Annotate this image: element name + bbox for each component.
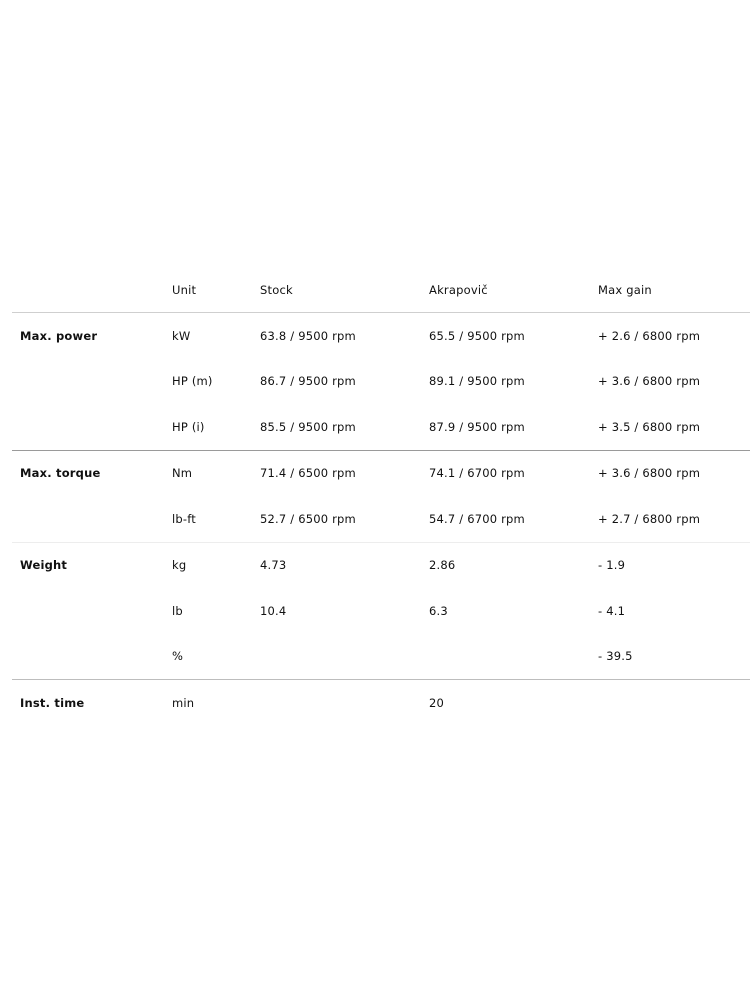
table-header — [12, 267, 750, 313]
header-row — [12, 267, 750, 313]
gain-cell: + 2.7 / 6800 rpm — [598, 511, 701, 526]
stock-cell — [260, 680, 429, 726]
unit-cell: % — [172, 649, 184, 664]
gain-cell: - 4.1 — [598, 603, 626, 618]
unit-cell: lb — [172, 603, 183, 618]
group-label-empty — [12, 588, 172, 634]
table-row — [12, 313, 750, 359]
akrapovic-cell: 65.5 / 9500 rpm — [429, 328, 525, 343]
gain-cell — [598, 680, 750, 726]
unit-cell: kW — [172, 328, 191, 343]
table-row — [12, 496, 750, 542]
akrapovic-cell: 20 — [429, 695, 445, 710]
gain-cell: - 1.9 — [598, 558, 626, 573]
gain-cell: + 3.5 / 6800 rpm — [598, 419, 701, 434]
stock-cell: 71.4 / 6500 rpm — [260, 466, 356, 481]
table-row — [12, 404, 750, 450]
stock-cell: 10.4 — [260, 603, 287, 618]
unit-cell: min — [172, 695, 195, 710]
stock-cell: 86.7 / 9500 rpm — [260, 374, 356, 389]
unit-cell: HP (i) — [172, 419, 205, 434]
unit-cell: kg — [172, 558, 187, 573]
akrapovic-cell: 74.1 / 6700 rpm — [429, 466, 525, 481]
performance-spec-table — [12, 267, 750, 726]
group-label-empty — [12, 634, 172, 680]
table-body — [12, 313, 750, 726]
table-row — [12, 450, 750, 496]
table-row — [12, 634, 750, 680]
table-row — [12, 588, 750, 634]
akrapovic-cell: 6.3 — [429, 603, 448, 618]
akrapovic-cell — [429, 634, 598, 680]
stock-cell: 63.8 / 9500 rpm — [260, 328, 356, 343]
table-row — [12, 680, 750, 726]
stock-cell: 85.5 / 9500 rpm — [260, 419, 356, 434]
unit-cell: lb-ft — [172, 511, 196, 526]
akrapovic-cell: 89.1 / 9500 rpm — [429, 374, 525, 389]
group-label-empty — [12, 359, 172, 405]
group-label-empty — [12, 496, 172, 542]
gain-cell: + 3.6 / 6800 rpm — [598, 466, 701, 481]
header-label — [12, 267, 172, 313]
unit-cell: Nm — [172, 466, 193, 481]
gain-cell: + 2.6 / 6800 rpm — [598, 328, 701, 343]
table-row — [12, 359, 750, 405]
header-unit: Unit — [172, 282, 197, 297]
akrapovic-cell: 54.7 / 6700 rpm — [429, 511, 525, 526]
header-akrapovic: Akrapovič — [429, 282, 488, 297]
gain-cell: + 3.6 / 6800 rpm — [598, 374, 701, 389]
stock-cell: 52.7 / 6500 rpm — [260, 511, 356, 526]
group-label-empty — [12, 404, 172, 450]
table-row — [12, 542, 750, 588]
header-stock: Stock — [260, 282, 293, 297]
group-label-inst-time: Inst. time — [20, 695, 85, 710]
group-label-max-torque: Max. torque — [20, 466, 101, 481]
akrapovic-cell: 2.86 — [429, 558, 456, 573]
stock-cell: 4.73 — [260, 558, 287, 573]
akrapovic-cell: 87.9 / 9500 rpm — [429, 419, 525, 434]
group-label-max-power: Max. power — [20, 328, 98, 343]
unit-cell: HP (m) — [172, 374, 213, 389]
group-label-weight: Weight — [20, 558, 68, 573]
header-max-gain: Max gain — [598, 282, 652, 297]
gain-cell: - 39.5 — [598, 649, 633, 664]
stock-cell — [260, 634, 429, 680]
